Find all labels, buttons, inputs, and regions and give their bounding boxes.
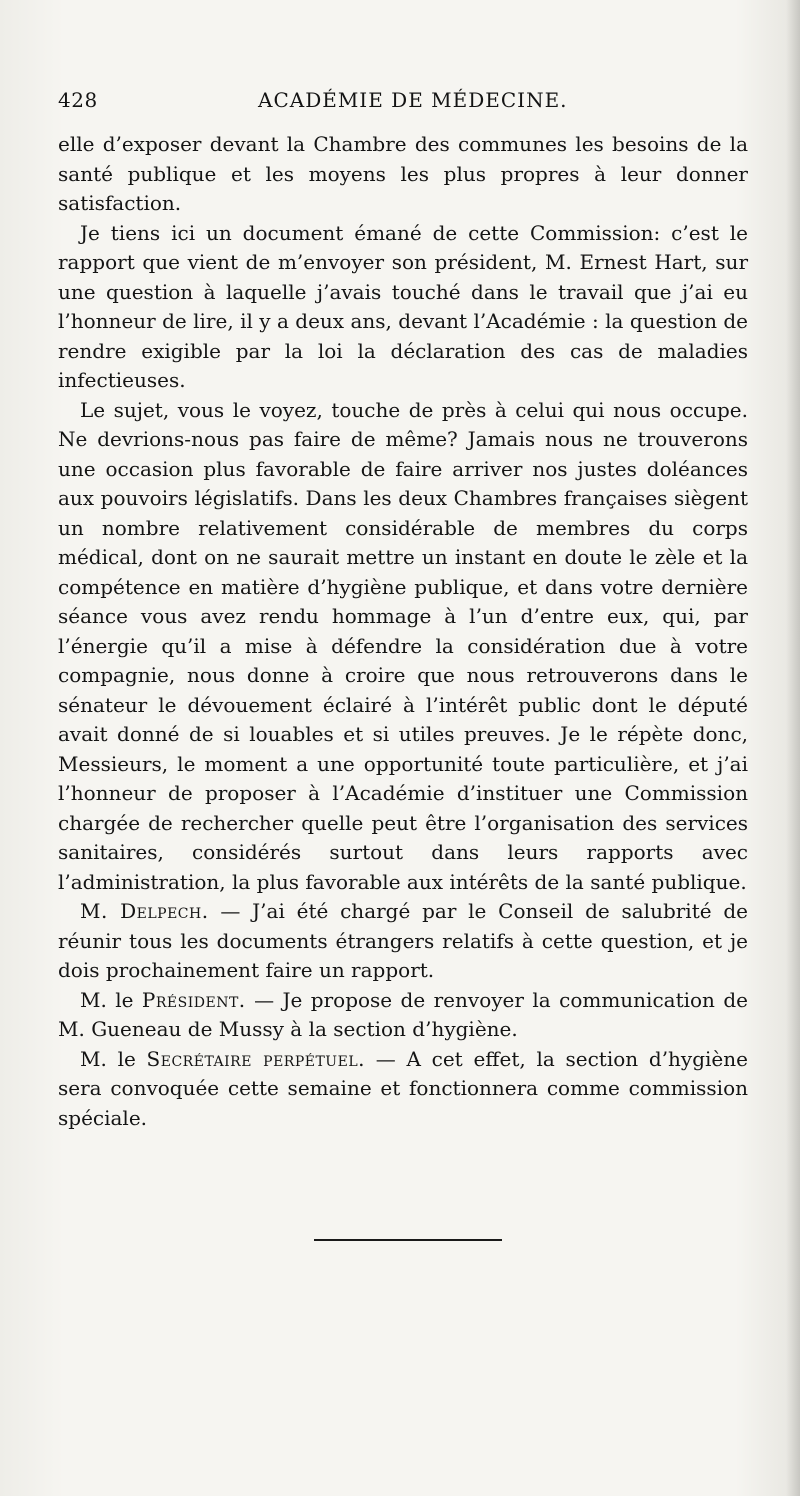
running-head (58, 88, 748, 118)
speaker-secretaire: Secrétaire perpétuel. (146, 1046, 365, 1071)
paragraph-5-text: — Je propose de renvoyer la communication de M. Gueneau de Mussy à la section d’hygiène. (58, 987, 748, 1041)
paragraph-5-prefix: M. le (80, 987, 142, 1012)
footnote-rule (314, 1239, 502, 1241)
speaker-president: Président. (141, 987, 246, 1012)
paragraph-1: elle d’exposer devant la Chambre des communes les besoins de la santé publique et les moyens les plus propres à leur donner satisfaction. (58, 132, 748, 215)
paragraph-6-text: — A cet effet, la section d’hygiène sera convoquée cette semaine et fonctionnera comme commission spéciale. (58, 1046, 748, 1130)
paragraph-3: Le sujet, vous le voyez, touche de près à celui qui nous occupe. Ne devrions-nous pas faire de même? Jamais nous ne trouverons une occasion plus favorable de faire arriver nos justes doléances aux pouvoirs législatifs. Dans les deux Chambres françaises siègent un nombre relativement considérable de membres du corps médical, dont on ne saurait mettre un instant en doute le zèle et la compétence en matière d’hygiène publique, et dans votre dernière séance vous avez rendu hommage à l’un d’entre eux, qui, par l’énergie qu’il a mise à défendre la considération due à votre compagnie, nous donne à croire que nous retrouverons dans le sénateur le dévouement éclairé à l’intérêt public dont le député avait donné de si louables et si utiles preuves. Je le répète donc, Messieurs, le moment a une opportunité toute particulière, et j’ai l’honneur de proposer à l’Académie d’instituer une Commission chargée de rechercher quelle peut être l’organisation des services sanitaires, considérés surtout dans leurs rapports avec l’administration, la plus favorable aux intérêts de la santé publique. (58, 397, 748, 894)
paragraph-6 (58, 1045, 748, 1134)
page-number: 428 (58, 88, 98, 112)
paragraph-2: Je tiens ici un document émané de cette Commission: c’est le rapport que vient de m’envoyer son président, M. Ernest Hart, sur une question à laquelle j’avais touché dans le travail que j’ai eu l’honneur de lire, il y a deux ans, devant l’Académie : la question de rendre exigible par la loi la déclaration des cas de maladies infectieuses. (58, 220, 748, 392)
paragraph-4-text: — J’ai été chargé par le Conseil de salubrité de réunir tous les documents étrangers relatifs à cette question, et je dois prochainement faire un rapport. (58, 899, 748, 982)
paragraph-5 (58, 986, 748, 1045)
body-text (58, 130, 748, 1133)
speaker-delpech: M. Delpech. (80, 899, 209, 923)
paragraph-6-prefix: M. le (80, 1046, 147, 1071)
running-title: ACADÉMIE DE MÉDECINE. (258, 88, 568, 112)
page-edge-shadow (786, 0, 800, 1496)
paragraph-4 (58, 897, 748, 986)
